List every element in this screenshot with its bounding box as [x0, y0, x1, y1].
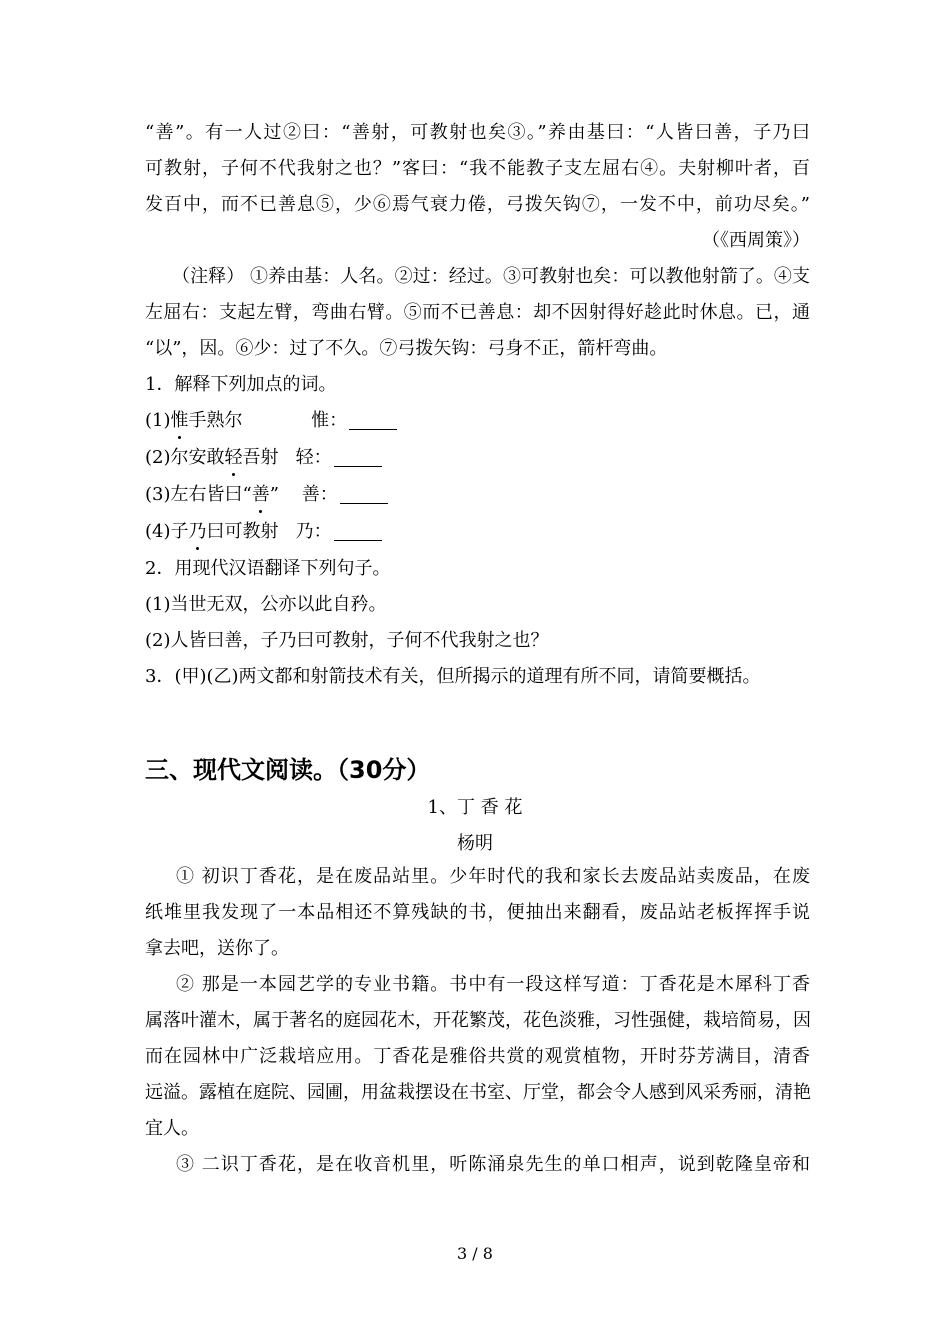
notes-line-1: （注释） ①养由基：人名。②过：经过。③可教射也矣：可以教他射箭了。④支: [172, 266, 810, 287]
passage-source: （《西周策》）: [702, 230, 810, 251]
dotted-word: 惟: [170, 410, 189, 431]
item-key: 乃：: [295, 521, 332, 542]
question-2-sentence-2: (2)人皆曰善，子乃曰可教射，子何不代我射之也？: [145, 630, 549, 651]
article-author: 杨明: [457, 833, 493, 854]
notes-line-2: 左屈右：支起左臂，弯曲右臂。⑤而不已善息：却不因射得好趁此时休息。已，通: [145, 302, 810, 323]
item-prefix: (4)子: [145, 521, 189, 542]
item-prefix: (2)尔安敢: [145, 447, 225, 468]
paragraph-3-line-1: ③ 二识丁香花，是在收音机里，听陈涌泉先生的单口相声，说到乾隆皇帝和: [176, 1154, 810, 1175]
question-1-item: [145, 446, 810, 470]
paragraph-1-line-3: 拿去吧，送你了。: [145, 938, 289, 959]
item-key: 轻：: [295, 447, 332, 468]
page-number: 3 / 8: [457, 1244, 493, 1263]
dotted-word: 善: [251, 484, 270, 505]
question-3-title: 3．(甲)(乙)两文都和射箭技术有关，但所揭示的道理有所不同，请简要概括。: [145, 666, 761, 687]
section-heading: 三、现代文阅读。（30分）: [145, 756, 431, 784]
paragraph-1-line-1: ① 初识丁香花，是在废品站里。少年时代的我和家长去废品站卖废品，在废: [176, 866, 810, 887]
item-suffix: 吾射: [242, 447, 279, 468]
item-key: 惟：: [311, 410, 348, 431]
item-prefix: (3)左右皆曰“: [145, 484, 252, 505]
question-1-item: [145, 409, 810, 433]
item-key: 善：: [301, 484, 338, 505]
item-gap: [243, 410, 312, 431]
notes-line-3: “以”，因。⑥少：过了不久。⑦弓拨矢钩：弓身不正，箭杆弯曲。: [145, 338, 668, 359]
item-suffix: 手熟尔: [188, 410, 243, 431]
paragraph-2-line-3: 而在园林中广泛栽培应用。丁香花是雅俗共赏的观赏植物，开时芬芳满目，清香: [145, 1046, 810, 1067]
passage-line-3: 发百中，而不已善息⑤，少⑥焉气衰力倦，弓拨矢钩⑦，一发不中，前功尽矣。”: [145, 194, 810, 215]
passage-line-1: “善”。有一人过②曰：“善射，可教射也矣③。”养由基曰：“人皆曰善，子乃曰: [145, 122, 810, 143]
dotted-word: 乃: [188, 521, 207, 542]
answer-blank[interactable]: [349, 411, 397, 430]
question-2-title: 2．用现代汉语翻译下列句子。: [145, 558, 391, 579]
item-gap: [279, 521, 296, 542]
item-suffix: 曰可教射: [206, 521, 279, 542]
passage-line-2: 可教射，子何不代我射之也？”客曰：“我不能教子支左屈右④。夫射柳叶者，百: [145, 158, 810, 179]
item-prefix: (1): [145, 410, 171, 431]
item-gap: [279, 484, 302, 505]
answer-blank[interactable]: [340, 485, 388, 504]
dotted-word: 轻: [224, 447, 243, 468]
article-title: 1、丁 香 花: [427, 797, 523, 818]
answer-blank[interactable]: [334, 448, 382, 467]
paragraph-2-line-5: 宜人。: [145, 1118, 199, 1139]
answer-blank[interactable]: [334, 522, 382, 541]
question-1-item: [145, 483, 810, 507]
paragraph-2-line-1: ② 那是一本园艺学的专业书籍。书中有一段这样写道：丁香花是木犀科丁香: [176, 974, 810, 995]
question-1-item: [145, 520, 810, 544]
item-suffix: ”: [269, 484, 279, 505]
question-1-title: 1．解释下列加点的词。: [145, 374, 337, 395]
paragraph-2-line-4: 远溢。露植在庭院、园圃，用盆栽摆设在书室、厅堂，都会令人感到风采秀丽，清艳: [145, 1082, 811, 1103]
paragraph-2-line-2: 属落叶灌木，属于著名的庭园花木，开花繁茂，花色淡雅，习性强健，栽培简易，因: [145, 1010, 811, 1031]
paragraph-1-line-2: 纸堆里我发现了一本品相还不算残缺的书，便抽出来翻看，废品站老板挥挥手说: [145, 902, 810, 923]
item-gap: [279, 447, 296, 468]
question-2-sentence-1: (1)当世无双，公亦以此自矜。: [145, 594, 387, 615]
